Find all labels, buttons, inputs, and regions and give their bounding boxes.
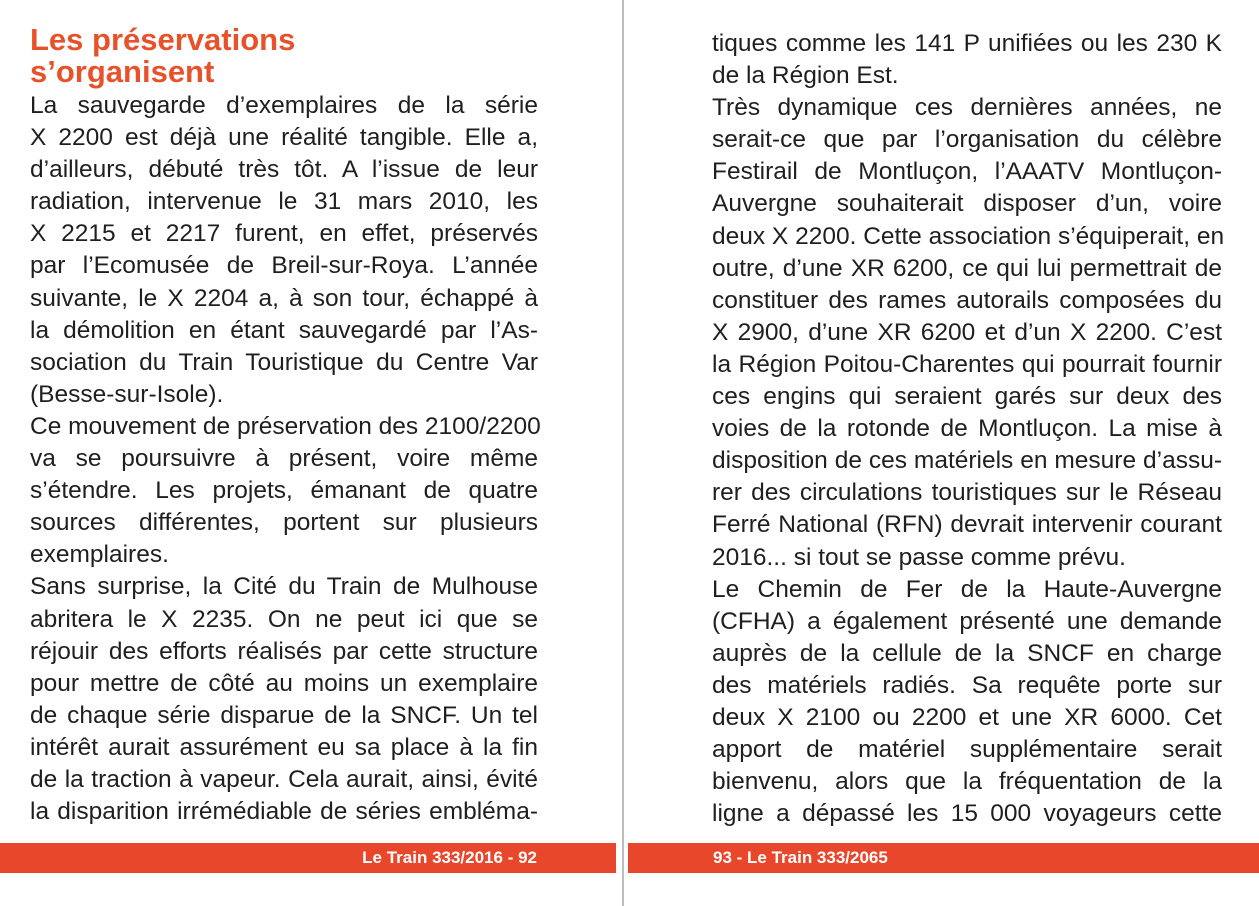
text-line: la disparition irrémédiable de séries embléma- (30, 798, 538, 826)
text-line: constituer des rames autorails composées du (712, 286, 1222, 314)
left-folio: Le Train 333/2016 - 92 (362, 848, 537, 867)
title-line: Les préservations (30, 22, 296, 57)
text-line: serait-ce que par l’organisation du célèbre (712, 126, 1222, 154)
text-line: Très dynamique ces dernières années, ne (712, 94, 1222, 122)
text-line: la démolition en étant sauvegardé par l’As- (30, 316, 538, 344)
article-title (30, 24, 538, 88)
text-line: de la traction à vapeur. Cela aurait, ainsi, évité (30, 765, 538, 793)
text-line: Le Chemin de Fer de la Haute-Auvergne (712, 575, 1222, 603)
text-line: disposition de ces matériels en mesure d’assu- (712, 447, 1222, 475)
right-page-column (712, 28, 1225, 830)
text-line: Ferré National (RFN) devrait intervenir courant (712, 511, 1222, 539)
text-line: ligne a dépassé les 15 000 voyageurs cette (712, 800, 1222, 828)
text-line: rer des circulations touristiques sur le Réseau (712, 479, 1222, 507)
text-line: Festirail de Montluçon, l’AAATV Montluçon- (712, 158, 1222, 186)
text-line: 2016... si tout se passe comme prévu. (712, 543, 1126, 571)
text-line: Sans surprise, la Cité du Train de Mulhouse (30, 573, 538, 601)
page-gutter (622, 0, 624, 906)
text-line: pour mettre de côté au moins un exemplaire (30, 669, 538, 697)
right-paragraph-3 (712, 574, 1222, 831)
right-footer-band (628, 843, 1259, 873)
text-line: exemplaires. (30, 541, 169, 569)
left-footer-band (0, 843, 616, 873)
text-line: d’ailleurs, débuté très tôt. A l’issue de leur (30, 156, 538, 184)
text-line: sources différentes, portent sur plusieurs (30, 509, 538, 537)
right-paragraph-1 (712, 28, 1222, 92)
right-folio: 93 - Le Train 333/2065 (713, 848, 888, 867)
text-line: va se poursuivre à présent, voire même (30, 445, 538, 473)
text-line: sociation du Train Touristique du Centre Var (30, 348, 538, 376)
text-line: bienvenu, alors que la fréquentation de la (712, 768, 1222, 796)
text-line: de la Région Est. (712, 62, 899, 90)
text-line: intérêt aurait assurément eu sa place à la fin (30, 733, 538, 761)
text-line: (CFHA) a également présenté une demande (712, 607, 1222, 635)
text-line: X 2200 est déjà une réalité tangible. Elle a, (30, 124, 538, 152)
text-line: la Région Poitou-Charentes qui pourrait fournir (712, 350, 1222, 378)
text-line: par l’Ecomusée de Breil-sur-Roya. L’année (30, 252, 538, 280)
text-line: auprès de la cellule de la SNCF en charge (712, 639, 1222, 667)
text-line: Ce mouvement de préservation des 2100/2200 (30, 412, 541, 440)
text-line: abritera le X 2235. On ne peut ici que se (30, 605, 538, 633)
text-line: X 2900, d’une XR 6200 et d’un X 2200. C’est (712, 318, 1222, 346)
title-line: s’organisent (30, 54, 215, 89)
left-paragraph-3 (30, 571, 538, 828)
text-line: des matériels radiés. Sa requête porte sur (712, 671, 1222, 699)
left-paragraph-1 (30, 90, 538, 411)
left-page-column (30, 22, 541, 828)
text-line: (Besse-sur-Isole). (30, 380, 224, 408)
right-paragraph-2 (712, 92, 1225, 573)
text-line: outre, d’une XR 6200, ce qui lui permettrait de (712, 254, 1222, 282)
text-line: deux X 2200. Cette association s’équiperait, en (712, 222, 1225, 250)
text-line: Auvergne souhaiterait disposer d’un, voire (712, 190, 1222, 218)
text-line: ces engins qui seraient garés sur deux des (712, 383, 1222, 411)
text-line: tiques comme les 141 P unifiées ou les 230 K (712, 30, 1222, 57)
text-line: réjouir des efforts réalisés par cette structure (30, 637, 538, 665)
text-line: apport de matériel supplémentaire serait (712, 736, 1222, 764)
text-line: radiation, intervenue le 31 mars 2010, les (30, 188, 538, 216)
text-line: La sauvegarde d’exemplaires de la série (30, 92, 538, 119)
text-line: s’étendre. Les projets, émanant de quatre (30, 477, 538, 505)
text-line: X 2215 et 2217 furent, en effet, préservés (30, 220, 538, 248)
left-paragraph-2 (30, 411, 541, 571)
text-line: de chaque série disparue de la SNCF. Un tel (30, 701, 538, 729)
text-line: suivante, le X 2204 a, à son tour, échappé à (30, 284, 538, 312)
text-line: voies de la rotonde de Montluçon. La mise à (712, 415, 1222, 443)
text-line: deux X 2100 ou 2200 et une XR 6000. Cet (712, 703, 1222, 731)
